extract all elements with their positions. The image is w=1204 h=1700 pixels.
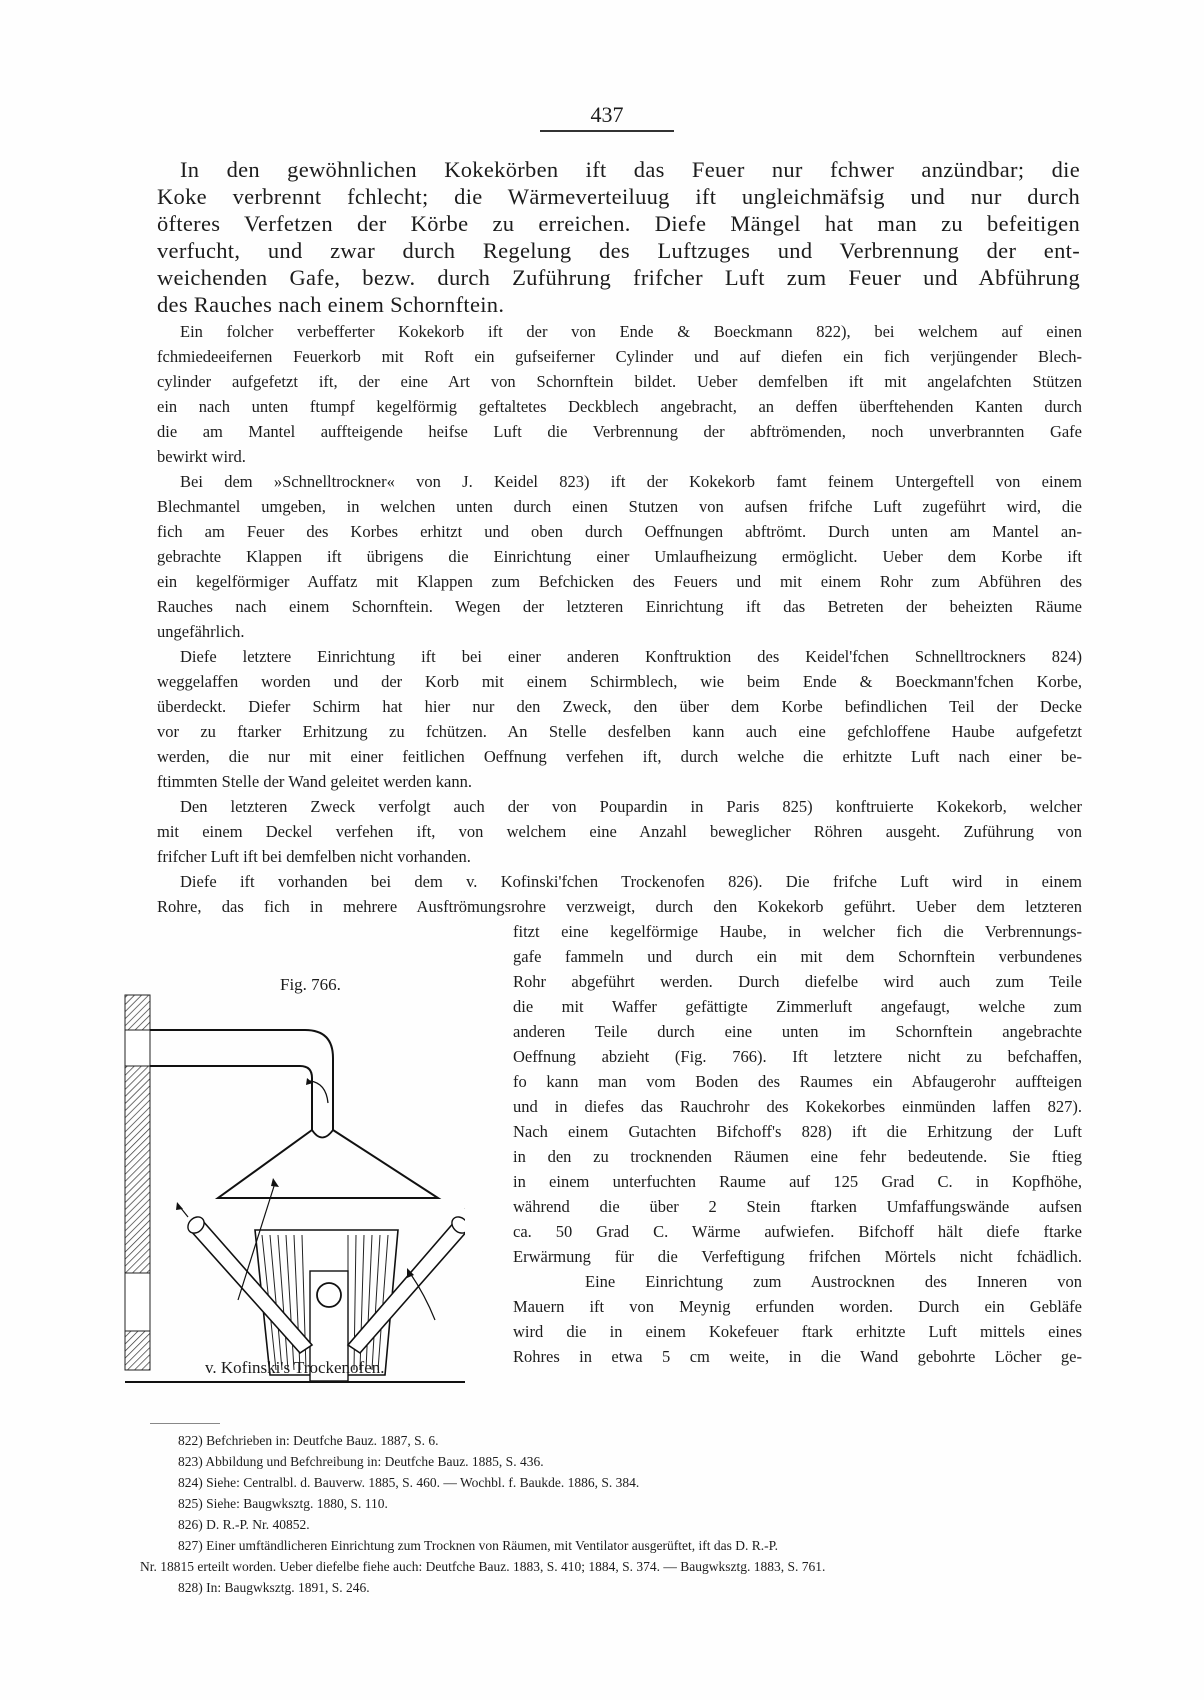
body-line: fich am Feuer des Korbes erhitzt und oben durch Oeffnungen abftrömt. Durch unten am Mantel an-: [157, 522, 1082, 541]
column-line: ca. 50 Grad C. Wärme aufwiefen. Bifchoff hält diefe ftarke: [513, 1222, 1082, 1241]
body-line: werden, die nur mit einer feitlichen Oeffnung verfehen ift, durch welche die erhitzte Luft nach einer be-: [157, 747, 1082, 766]
intro-line: weichenden Gafe, bezw. durch Zuführung frifcher Luft zum Feuer und Abführung: [157, 265, 1080, 290]
body-line: cylinder aufgefetzt ift, der eine Art von Schornftein bildet. Ueber demfelben ift mit angelafchten Stützen: [157, 372, 1082, 391]
footnote-rule: [150, 1423, 220, 1424]
footnote: 822) Befchrieben in: Deutfche Bauz. 1887, S. 6.: [178, 1433, 439, 1448]
column-line: in einem unterfuchten Raume auf 125 Grad C. in Kopfhöhe,: [513, 1172, 1082, 1191]
body-line: Den letzteren Zweck verfolgt auch der von Poupardin in Paris 825) konftruierte Kokekorb, welcher: [180, 797, 1082, 816]
trockenofen-figure: [120, 990, 465, 1390]
intro-line: Koke verbrennt fchlecht; die Wärmeverteiluug ift ungleichmäfsig und nur durch: [157, 184, 1080, 209]
column-line: Oeffnung abzieht (Fig. 766). Ift letztere nicht zu befchaffen,: [513, 1047, 1082, 1066]
page-number: 437: [590, 102, 624, 127]
column-line: und in diefes das Rauchrohr des Kokekorbes einmünden laffen 827).: [513, 1097, 1082, 1116]
column-line: Mauern ift von Meynig erfunden worden. Durch ein Gebläfe: [513, 1297, 1082, 1316]
body-line: Rohre, das fich in mehrere Ausftrömungsrohre verzweigt, durch den Kokekorb geführt. Ueber dem letzteren: [157, 897, 1082, 916]
footnote: 827) Einer umftändlicheren Einrichtung zum Trocknen von Räumen, mit Ventilator ausgerüftet, ift das D. R.-P.: [178, 1538, 779, 1553]
body-line: ein nach unten ftumpf kegelförmig geftaltetes Deckblech angebracht, an deffen überftehenden Kanten durch: [157, 397, 1082, 416]
body-line: bewirkt wird.: [157, 447, 246, 466]
body-line: mit einem Deckel verfehen ift, von welchem eine Anzahl beweglicher Röhren ausgeht. Zuführung von: [157, 822, 1082, 841]
body-line: überdeckt. Diefer Schirm hat hier nur den Zweck, den über dem Korbe befindlichen Teil der Decke: [157, 697, 1082, 716]
body-line: weggelaffen worden und der Korb mit einem Schirmblech, wie beim Ende & Boeckmann'fchen Korbe,: [157, 672, 1082, 691]
column-line: gafe fammeln und durch ein mit dem Schornftein verbundenes: [513, 947, 1082, 966]
figure-caption: v. Kofinski's Trockenofen.: [205, 1358, 385, 1377]
column-line: Rohres in etwa 5 cm weite, in die Wand gebohrte Löcher ge-: [513, 1347, 1082, 1366]
body-line: Rauches nach einem Schornftein. Wegen der letzteren Einrichtung ift das Betreten der beheizten Räume: [157, 597, 1082, 616]
footnote: 826) D. R.-P. Nr. 40852.: [178, 1517, 310, 1532]
column-line: Nach einem Gutachten Bifchoff's 828) ift die Erhitzung der Luft: [513, 1122, 1082, 1141]
body-line: Bei dem »Schnelltrockner« von J. Keidel 823) ift der Kokekorb famt feinem Untergeftell von einem: [180, 472, 1082, 491]
intro-line: des Rauches nach einem Schornftein.: [157, 292, 505, 317]
column-line: wird die in einem Kokefeuer ftark erhitzte Luft mittels eines: [513, 1322, 1082, 1341]
body-line: vor zu ftarker Erhitzung zu fchützen. An Stelle desfelben kann auch eine gefchloffene Haube aufgefetzt: [157, 722, 1082, 741]
footnote: 823) Abbildung und Befchreibung in: Deutfche Bauz. 1885, S. 436.: [178, 1454, 544, 1469]
body-line: Blechmantel umgeben, in welchen unten durch einen Stutzen von aufsen frifche Luft zugeführt wird, die: [157, 497, 1082, 516]
body-line: Ein folcher verbefferter Kokekorb ift der von Ende & Boeckmann 822), bei welchem auf einen: [180, 322, 1082, 341]
intro-line: In den gewöhnlichen Kokekörben ift das Feuer nur fchwer anzündbar; die: [180, 157, 1080, 182]
body-line: Diefe letztere Einrichtung ift bei einer anderen Konftruktion des Keidel'fchen Schnelltrockners 824): [180, 647, 1082, 666]
page-number-rule: [540, 130, 674, 132]
column-line: während die über 2 Stein ftarken Umfaffungswände aufsen: [513, 1197, 1082, 1216]
column-line: Erwärmung für die Verfeftigung frifchen Mörtels nicht fchädlich.: [513, 1247, 1082, 1266]
intro-line: verfucht, und zwar durch Regelung des Luftzuges und Verbrennung der ent-: [157, 238, 1080, 263]
body-line: frifcher Luft ift bei demfelben nicht vorhanden.: [157, 847, 471, 866]
column-line: in den zu trocknenden Räumen eine fehr bedeutende. Sie ftieg: [513, 1147, 1082, 1166]
column-line: die mit Waffer gefättigte Zimmerluft angefaugt, welche zum: [513, 997, 1082, 1016]
column-line: Rohr abgeführt werden. Durch diefelbe wird auch zum Teile: [513, 972, 1082, 991]
column-line: Eine Einrichtung zum Austrocknen des Inneren von: [585, 1272, 1082, 1291]
footnote: 828) In: Baugwksztg. 1891, S. 246.: [178, 1580, 370, 1595]
body-line: ungefährlich.: [157, 622, 245, 641]
figure-floor-line: [120, 1380, 465, 1390]
body-line: gebrachte Klappen ift übrigens die Einrichtung einer Umlaufheizung ermöglicht. Ueber dem Korbe ift: [157, 547, 1082, 566]
footnote: 825) Siehe: Baugwksztg. 1880, S. 110.: [178, 1496, 388, 1511]
footnote: Nr. 18815 erteilt worden. Ueber diefelbe fiehe auch: Deutfche Bauz. 1883, S. 410; 1884, S. 374. — Baugwksztg. 1883, S. 761.: [140, 1559, 826, 1574]
body-line: die am Mantel auffteigende heifse Luft die Verbrennung der abftrömenden, noch unverbrannten Gafe: [157, 422, 1082, 441]
intro-line: öfteres Verfetzen der Körbe zu erreichen. Diefe Mängel hat man zu befeitigen: [157, 211, 1080, 236]
figure-label: Fig. 766.: [280, 975, 341, 994]
column-line: fitzt eine kegelförmige Haube, in welcher fich die Verbrennungs-: [513, 922, 1082, 941]
body-line: ftimmten Stelle der Wand geleitet werden kann.: [157, 772, 472, 791]
column-line: fo kann man vom Boden des Raumes ein Abfaugerohr auffteigen: [513, 1072, 1082, 1091]
body-line: ein kegelförmiger Auffatz mit Klappen zum Befchicken des Feuers und mit einem Rohr zum Abführen des: [157, 572, 1082, 591]
footnote: 824) Siehe: Centralbl. d. Bauverw. 1885, S. 460. — Wochbl. f. Baukde. 1886, S. 384.: [178, 1475, 640, 1490]
body-line: fchmiedeeifernen Feuerkorb mit Roft ein gufseiferner Cylinder und auf diefen ein fich verjüngender Blech-: [157, 347, 1082, 366]
column-line: anderen Teile durch eine unten im Schornftein angebrachte: [513, 1022, 1082, 1041]
body-line: Diefe ift vorhanden bei dem v. Kofinski'fchen Trockenofen 826). Die frifche Luft wird in einem: [180, 872, 1082, 891]
